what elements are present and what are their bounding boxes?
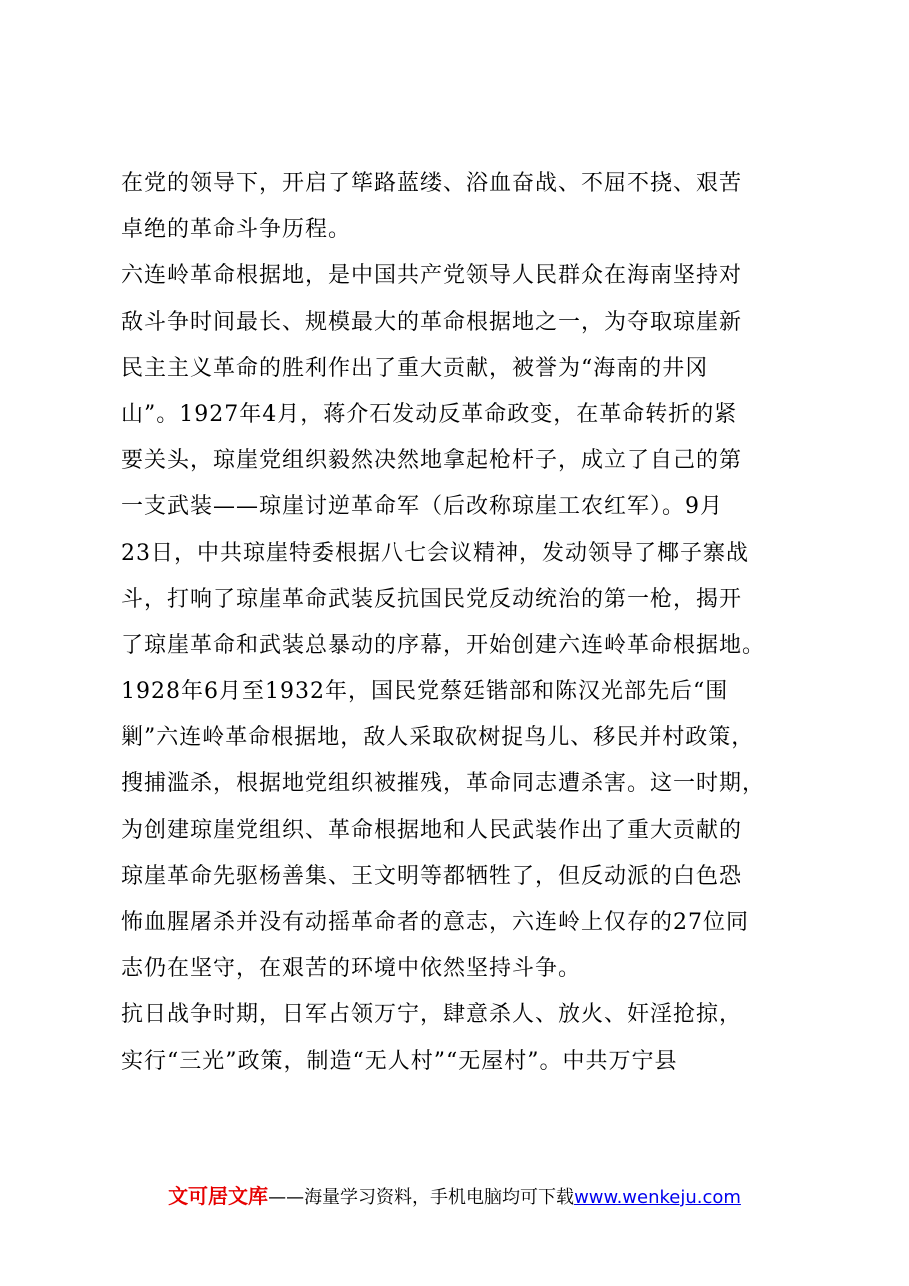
- body-text: [121, 161, 801, 1085]
- footer-brand: 文可居文库: [168, 1184, 269, 1208]
- text-line: 23日，中共琼崖特委根据八七会议精神，发动领导了椰子寨战: [121, 540, 749, 566]
- text-line: 斗，打响了琼崖革命武装反抗国民党反动统治的第一枪，揭开: [121, 586, 743, 612]
- text-line: 民主主义革命的胜利作出了重大贡献，被誉为“海南的井冈: [121, 355, 709, 381]
- text-line: 山”。1927年4月，蒋介石发动反革命政变，在革命转折的紧: [121, 401, 738, 427]
- text-line: 一支武装——琼崖讨逆革命军（后改称琼崖工农红军）。9月: [121, 494, 723, 520]
- footer-slogan: ——海量学习资料，手机电脑均可下载: [268, 1187, 575, 1208]
- text-line: 琼崖革命先驱杨善集、王文明等都牺牲了，但反动派的白色恐: [121, 863, 743, 889]
- text-line: 剿”六连岭革命根据地，敌人采取砍树捉鸟儿、移民并村政策，: [121, 725, 755, 751]
- text-line: 抗日战争时期，日军占领万宁，肆意杀人、放火、奸淫抢掠，: [121, 1002, 743, 1028]
- footer-banner: [0, 1180, 909, 1209]
- text-line: 要关头，琼崖党组织毅然决然地拿起枪杆子，成立了自己的第: [121, 448, 743, 474]
- footer-link[interactable]: www.wenkeju.com: [574, 1187, 741, 1208]
- text-line: 在党的领导下，开启了筚路蓝缕、浴血奋战、不屈不挠、艰苦: [121, 171, 743, 196]
- text-line: 搜捕滥杀，根据地党组织被摧残，革命同志遭杀害。这一时期，: [121, 771, 766, 797]
- text-line: 志仍在坚守，在艰苦的环境中依然坚持斗争。: [121, 956, 582, 982]
- text-line: 了琼崖革命和武装总暴动的序幕，开始创建六连岭革命根据地。: [121, 632, 766, 658]
- text-line: 怖血腥屠杀并没有动摇革命者的意志，六连岭上仅存的27位同: [121, 910, 749, 935]
- text-line: 实行“三光”政策，制造“无人村”“无屋村”。中共万宁县: [121, 1048, 678, 1074]
- text-line: 为创建琼崖党组织、革命根据地和人民武装作出了重大贡献的: [121, 817, 743, 843]
- text-line: 卓绝的革命斗争历程。: [121, 217, 352, 243]
- text-line: 六连岭革命根据地，是中国共产党领导人民群众在海南坚持对: [121, 263, 743, 289]
- text-line: 1928年6月至1932年，国民党蔡廷锴部和陈汉光部先后“围: [121, 679, 729, 705]
- text-line: 敌斗争时间最长、规模最大的革命根据地之一，为夺取琼崖新: [121, 309, 743, 335]
